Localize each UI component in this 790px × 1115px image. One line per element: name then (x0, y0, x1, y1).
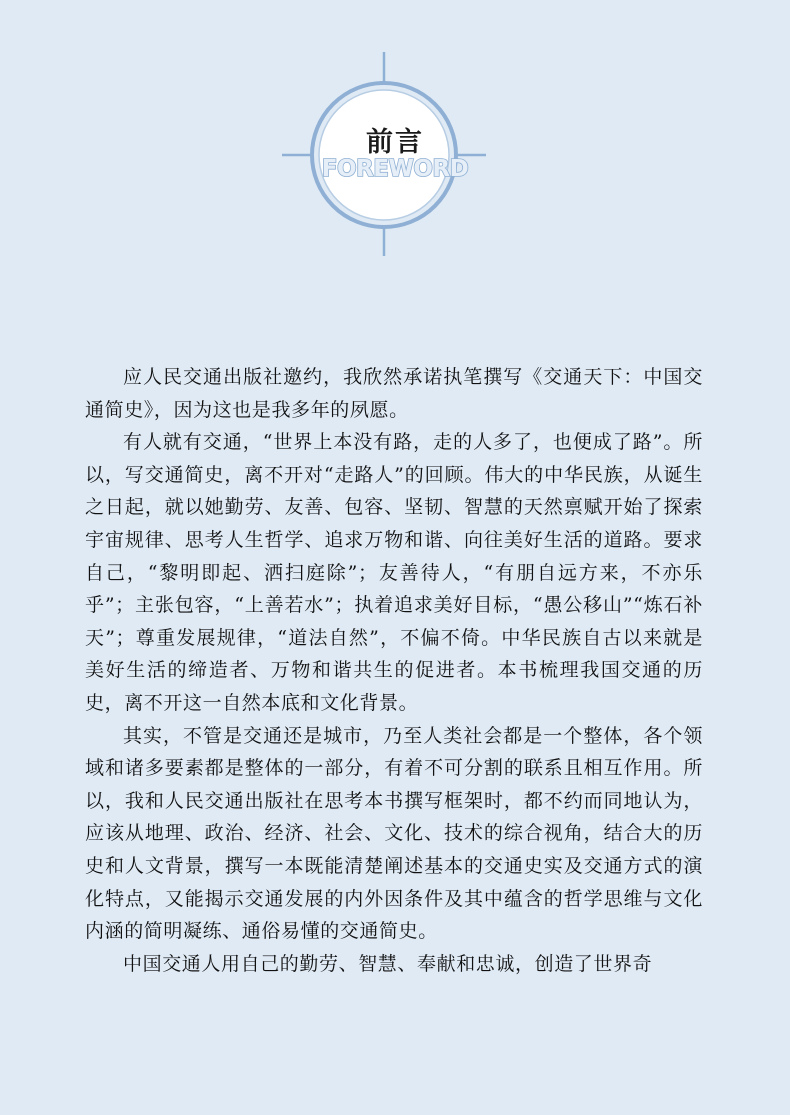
foreword-body (85, 361, 703, 980)
paragraph: 其实，不管是交通还是城市，乃至人类社会都是一个整体，各个领域和诸多要素都是整体的一部分，有着不可分割的联系且相互作用。所以，我和人民交通出版社在思考本书撰写框架时，都不约而同地认为，应该从地理、政治、经济、社会、文化、技术的综合视角，结合大的历史和人文背景，撰写一本既能清楚阐述基本的交通史实及交通方式的演化特点，又能揭示交通发展的内外因条件及其中蕴含的哲学思维与文化内涵的简明凝练、通俗易懂的交通简史。 (85, 724, 703, 943)
paragraph: 应人民交通出版社邀约，我欣然承诺执笔撰写《交通天下：中国交通简史》，因为这也是我多年的夙愿。 (85, 366, 703, 421)
paragraph: 有人就有交通，“世界上本没有路，走的人多了，也便成了路”。所以，写交通简史，离不开对“走路人”的回顾。伟大的中华民族，从诞生之日起，就以她勤劳、友善、包容、坚韧、智慧的天然禀赋开始了探索宇宙规律、思考人生哲学、追求万物和谐、向往美好生活的道路。要求自己，“黎明即起、洒扫庭除”；友善待人，“有朋自远方来，不亦乐乎”；主张包容，“上善若水”；执着追求美好目标，“愚公移山”“炼石补天”；尊重发展规律，“道法自然”，不偏不倚。中华民族自古以来就是美好生活的缔造者、万物和谐共生的促进者。本书梳理我国交通的历史，离不开这一自然本底和文化背景。 (85, 431, 703, 714)
paragraph: 中国交通人用自己的勤劳、智慧、奉献和忠诚，创造了世界奇 (123, 952, 653, 975)
page-subtitle: FOREWORD (321, 156, 469, 182)
foreword-emblem (0, 0, 790, 260)
page-title: 前言 (366, 127, 424, 158)
